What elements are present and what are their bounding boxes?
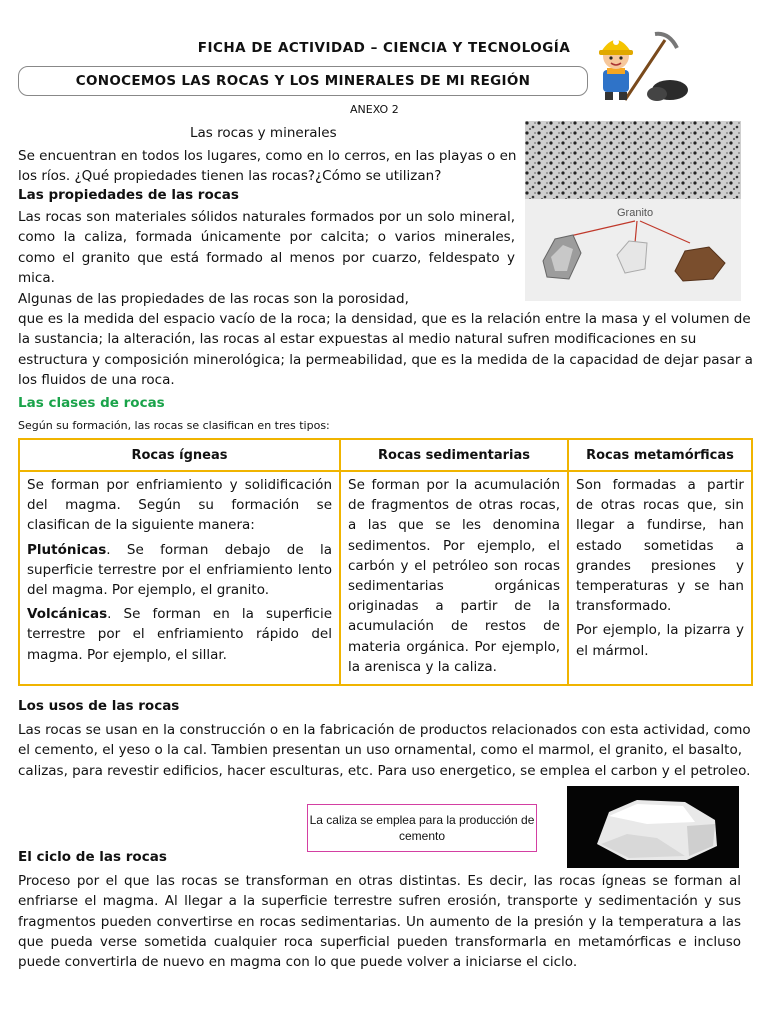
granite-label: Granito (617, 207, 654, 219)
limestone-caption: La caliza se emplea para la producción de cemento (307, 804, 537, 852)
metamorphic-text: Son formadas a partir de otras rocas que, sin llegar a fundirse, han estado sometidas a grandes presiones y temperaturas y se han transformado. (576, 477, 744, 615)
miner-illustration (585, 22, 695, 104)
uses-heading: Los usos de las rocas (18, 698, 180, 714)
annex-label: ANEXO 2 (350, 103, 399, 116)
classes-intro: Según su formación, las rocas se clasifican en tres tipos: (18, 419, 330, 432)
uses-text: Las rocas se usan en la construcción o en la fabricación de productos relacionados con esta actividad, como el cemento, el yeso o la cal. Tambien presentan un uso ornamental, como el marmol, el granito, el basalto, calizas, para revestir edificios, hacer esculturas, etc. Para uso energetico, se emplea el carbon y el petroleo. (18, 722, 751, 779)
sedimentary-cell (340, 471, 568, 685)
limestone-photo (567, 786, 739, 868)
sedimentary-text: Se forman por la acumulación de fragmentos de otras rocas, a las que se les denomina sedimentos. Por ejemplo, el carbón y el petróleo son rocas sedimentarias orgánicas originadas a partir de la acumulación de restos de materia orgánica. Por ejemplo, la arenisca y la caliza. (348, 477, 560, 675)
metamorphic-example: Por ejemplo, la pizarra y el mármol. (576, 622, 744, 659)
intro-text: Se encuentran en todos los lugares, como en lo cerros, en las playas o en los ríos. ¿Qué propiedades tienen las rocas?¿Cómo se utilizan? (18, 148, 517, 185)
rock-types-table (18, 438, 753, 686)
properties-text-2a: Algunas de las propiedades de las rocas son la porosidad, (18, 291, 409, 307)
igneous-cell (19, 471, 340, 685)
properties-text-1: Las rocas son materiales sólidos naturales formados por un solo mineral, como la caliza, formada únicamente por calcita; o varios minerales, como el granito que está formado al menos por cuarzo, feldespato y mica. (18, 209, 515, 286)
volcanic-text: . Se forman en la superficie terrestre por el enfriamiento rápido del magma. Por ejemplo, el sillar. (27, 606, 332, 663)
plutonic-paragraph (27, 540, 332, 601)
volcanic-paragraph (27, 604, 332, 665)
cycle-heading: El ciclo de las rocas (18, 849, 167, 865)
section-heading-rocks-minerals: Las rocas y minerales (190, 125, 337, 141)
properties-text-2b: que es la medida del espacio vacío de la roca; la densidad, que es la relación entre la masa y el volumen de la sustancia; la alteración, las rocas al estar expuestas al medio natural sufren modificaciones en su estructura y composición minerológica; la permeabilidad, que es la medida de la capacidad de dejar pasar a los fluidos de una roca. (18, 311, 753, 388)
plutonic-label: Plutónicas (27, 541, 107, 558)
column-header-sedimentary: Rocas sedimentarias (340, 439, 568, 471)
classes-heading: Las clases de rocas (18, 395, 165, 411)
properties-heading: Las propiedades de las rocas (18, 187, 239, 203)
worksheet-subtitle: CONOCEMOS LAS ROCAS Y LOS MINERALES DE MI REGIÓN (18, 66, 588, 96)
metamorphic-cell (568, 471, 752, 685)
granite-figure (525, 121, 741, 301)
cycle-text: Proceso por el que las rocas se transforman en otras distintas. Es decir, las rocas ígneas se forman al enfriarse el magma. Al llegar a la superficie terrestre sufren erosión, transporte y sedimentación y sus fragmentos pueden convertirse en rocas sedimentarias. Un aumento de la presión y la temperatura a las que pueda verse sometida cualquier roca superficial pueden transformarla en metamórficas e incluso puede convertirla de nuevo en magma con lo que puede volver a iniciarse el ciclo. (18, 873, 741, 971)
column-header-igneous: Rocas ígneas (19, 439, 340, 471)
plutonic-text: . Se forman debajo de la superficie terrestre por el enfriamiento lento del magma. Por ejemplo, el granito. (27, 541, 332, 599)
igneous-text: Se forman por enfriamiento y solidificación del magma. Según su formación se clasifican de la siguiente manera: (27, 477, 332, 534)
worksheet-title: FICHA DE ACTIVIDAD – CIENCIA Y TECNOLOGÍA (197, 40, 571, 56)
column-header-metamorphic: Rocas metamórficas (568, 439, 752, 471)
volcanic-label: Volcánicas (27, 606, 108, 623)
